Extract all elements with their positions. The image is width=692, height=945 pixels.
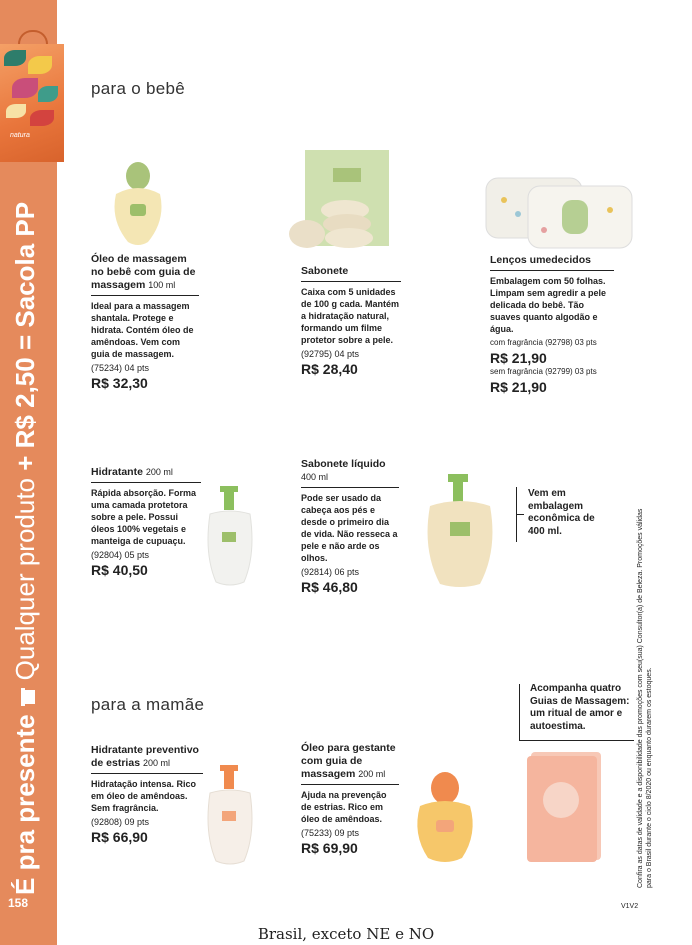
- ideal-line-2: presentear: [212, 177, 221, 218]
- ideal-code: (76354): [221, 190, 230, 218]
- product-wet-wipes: [490, 254, 614, 393]
- product-name: [91, 744, 203, 770]
- variant-2-price: R$ 21,90: [490, 378, 547, 395]
- section-title-baby: para o bebê: [91, 79, 186, 98]
- product-name: [91, 253, 199, 292]
- divider: [91, 295, 199, 296]
- moisturizer-bottle-image: [200, 484, 260, 588]
- product-price: R$ 28,40: [301, 360, 358, 377]
- divider: [301, 784, 399, 785]
- product-name: [301, 458, 399, 484]
- liquid-soap-bottle-image: [420, 470, 500, 590]
- product-name-text: Hidratante preventivo de estrias: [91, 744, 199, 769]
- product-name-text: Hidratante: [91, 466, 143, 478]
- divider: [91, 482, 201, 483]
- product-price: R$ 40,50: [91, 561, 148, 578]
- product-description: Ideal para a massagem shantala. Protege e hidrata. Contém óleo de amêndoas. Vem com guia de massagem.: [91, 301, 194, 359]
- product-size: 200 ml: [142, 758, 170, 768]
- footer-region: Brasil, exceto NE e NO: [257, 925, 435, 943]
- page-number: 158: [8, 896, 29, 910]
- callout-guides: Acompanha quatro Guias de Massagem: um ritual de amor e autoestima.: [530, 683, 630, 732]
- product-name: [301, 742, 399, 781]
- gift-icon: [18, 688, 36, 706]
- product-code: (92795) 04 pts: [301, 349, 360, 359]
- product-description: Rápida absorção. Forma uma camada protetora sobre a pele. Possui óleos 100% vegetais e manteiga de cupuaçu.: [91, 488, 197, 546]
- product-moisturizer: [91, 466, 201, 576]
- product-code: (92814) 06 pts: [301, 567, 360, 577]
- pregnancy-oil-bottle-image: [410, 770, 480, 866]
- massage-guides-image: [525, 748, 605, 864]
- ideal-line-1: Ideal para: [203, 180, 212, 218]
- variant-1-price: R$ 21,90: [490, 349, 547, 366]
- product-code: (75233) 09 pts: [301, 828, 360, 838]
- product-stretch-mark-cream: [91, 744, 203, 843]
- headline-middle: Qualquer produto: [10, 477, 40, 681]
- product-code: (92804) 05 pts: [91, 550, 150, 560]
- headline-prefix: É pra presente: [10, 714, 40, 895]
- product-soap: [301, 265, 401, 375]
- product-description: Embalagem com 50 folhas. Limpam sem agredir a pele delicada do bebê. Tão suaves quanto algodão e água.: [490, 276, 607, 334]
- callout-pointer: [516, 514, 524, 515]
- product-code: (92808) 09 pts: [91, 817, 150, 827]
- ideal-gift-label: [203, 177, 230, 218]
- variant-2-label: sem fragrância (92799) 03 pts: [490, 367, 597, 376]
- product-code: (75234) 04 pts: [91, 363, 150, 373]
- legal-disclaimer: Confira as datas de validade e a disponibilidade das promoções com seu(sua) Consultor(a) de Beleza. Promoções válidas para o Brasil durante o ciclo 8/2020 ou enquanto durarem os estoques.: [637, 508, 653, 888]
- product-price: R$ 46,80: [301, 578, 358, 595]
- product-size: 200 ml: [145, 467, 173, 477]
- product-price: R$ 69,90: [301, 839, 358, 856]
- product-price: R$ 32,30: [91, 374, 148, 391]
- variant-1-label: com fragrância (92798) 03 pts: [490, 338, 597, 347]
- product-name: [490, 254, 614, 267]
- product-name-text: Sabonete líquido: [301, 458, 386, 470]
- product-description: Pode ser usado da cabeça aos pés e desde o primeiro dia de vida. Não resseca a pele e não arde os olhos.: [301, 493, 398, 563]
- divider: [91, 773, 203, 774]
- callout-refill: Vem em embalagem econômica de 400 ml.: [528, 488, 595, 537]
- product-description: Ajuda na prevenção de estrias. Rico em óleo de amêndoas.: [301, 790, 387, 824]
- product-name-text: Lenços umedecidos: [490, 254, 591, 266]
- product-liquid-soap: [301, 458, 399, 593]
- product-pregnancy-oil: [301, 742, 399, 854]
- product-size: 100 ml: [148, 280, 176, 290]
- product-name-text: Óleo de massagem no bebê com guia de massagem: [91, 253, 196, 291]
- product-name-text: Óleo para gestante com guia de massagem: [301, 742, 396, 780]
- product-name-text: Sabonete: [301, 265, 349, 277]
- callout-bracket: [519, 684, 520, 740]
- product-price: R$ 66,90: [91, 828, 148, 845]
- stretch-mark-cream-bottle-image: [200, 763, 260, 867]
- product-description: Hidratação intensa. Rico em óleo de amêndoas. Sem fragrância.: [91, 779, 197, 813]
- divider: [301, 281, 401, 282]
- product-size: 400 ml: [301, 472, 329, 482]
- wet-wipes-image: [484, 170, 634, 250]
- massage-oil-bottle-image: [108, 160, 168, 248]
- headline-suffix: + R$ 2,50 = Sacola PP: [10, 201, 40, 471]
- soap-box-image: [285, 148, 395, 258]
- callout-underline: [519, 740, 634, 741]
- divider: [490, 270, 614, 271]
- product-description: Caixa com 5 unidades de 100 g cada. Mantém a hidratação natural, formando um filme protetor sobre a pele.: [301, 287, 400, 345]
- product-massage-oil: [91, 253, 199, 389]
- product-name: [301, 265, 401, 278]
- product-size: 200 ml: [358, 769, 386, 779]
- bag-logo: natura: [10, 132, 30, 139]
- section-title-mom: para a mamãe: [91, 695, 205, 714]
- divider: [301, 487, 399, 488]
- version-code: V1V2: [621, 903, 639, 910]
- product-name: [91, 466, 201, 479]
- sidebar-headline: [10, 35, 41, 895]
